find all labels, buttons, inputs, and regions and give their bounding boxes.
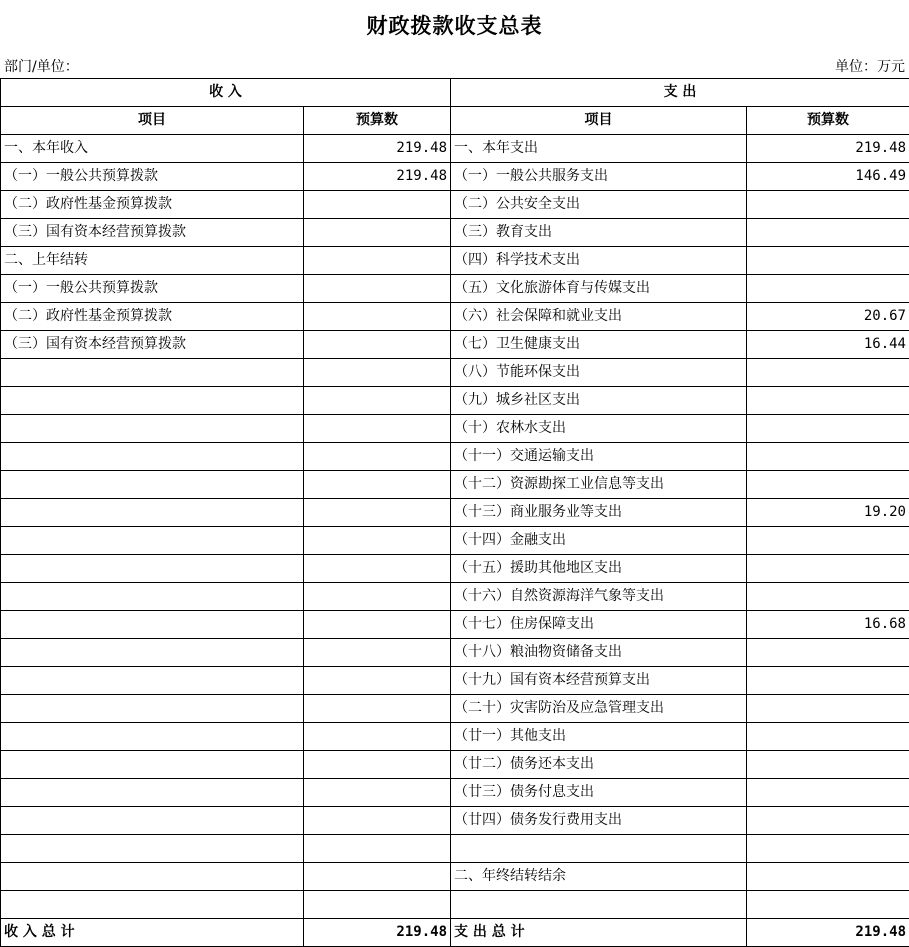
- income-value-cell: [304, 639, 451, 667]
- income-value-cell: [304, 359, 451, 387]
- table-row: [1, 415, 909, 443]
- expense-value-cell: [747, 863, 909, 891]
- expense-item-cell: （十八）粮油物资储备支出: [451, 639, 747, 667]
- group-header-row: [1, 79, 909, 107]
- table-row: [1, 779, 909, 807]
- expense-value-cell: 16.44: [747, 331, 909, 359]
- table-row: [1, 611, 909, 639]
- income-value-cell: [304, 331, 451, 359]
- expense-value-cell: [747, 527, 909, 555]
- expense-budget-header: 预算数: [747, 107, 909, 135]
- expense-item-cell: （十二）资源勘探工业信息等支出: [451, 471, 747, 499]
- expense-total-value: 219.48: [747, 919, 909, 947]
- income-item-cell: （三）国有资本经营预算拨款: [1, 219, 304, 247]
- income-value-cell: 219.48: [304, 163, 451, 191]
- expense-item-cell: （十六）自然资源海洋气象等支出: [451, 583, 747, 611]
- expense-item-cell: （七）卫生健康支出: [451, 331, 747, 359]
- income-value-cell: [304, 723, 451, 751]
- table-body: [1, 135, 909, 919]
- expense-item-cell: （十四）金融支出: [451, 527, 747, 555]
- expense-value-cell: [747, 835, 909, 863]
- income-value-cell: [304, 219, 451, 247]
- income-value-cell: [304, 191, 451, 219]
- income-item-cell: [1, 555, 304, 583]
- income-item-cell: [1, 779, 304, 807]
- expense-value-cell: [747, 415, 909, 443]
- income-total-value: 219.48: [304, 919, 451, 947]
- income-budget-header: 预算数: [304, 107, 451, 135]
- income-value-cell: [304, 275, 451, 303]
- expense-item-cell: （二）公共安全支出: [451, 191, 747, 219]
- income-item-cell: [1, 807, 304, 835]
- expense-value-cell: [747, 891, 909, 919]
- expense-value-cell: [747, 695, 909, 723]
- table-row: [1, 219, 909, 247]
- unit-label: 单位：万元: [835, 59, 905, 75]
- expense-item-cell: （十九）国有资本经营预算支出: [451, 667, 747, 695]
- table-row: [1, 331, 909, 359]
- income-item-cell: （二）政府性基金预算拨款: [1, 191, 304, 219]
- expense-value-cell: [747, 723, 909, 751]
- income-item-cell: （二）政府性基金预算拨款: [1, 303, 304, 331]
- table-row: [1, 527, 909, 555]
- income-value-cell: [304, 303, 451, 331]
- expense-item-cell: 二、年终结转结余: [451, 863, 747, 891]
- table-row: [1, 303, 909, 331]
- table-row: [1, 135, 909, 163]
- income-value-cell: [304, 695, 451, 723]
- expense-item-cell: （十七）住房保障支出: [451, 611, 747, 639]
- expense-item-cell: （廿二）债务还本支出: [451, 751, 747, 779]
- income-item-cell: [1, 499, 304, 527]
- expense-value-cell: [747, 443, 909, 471]
- expense-value-cell: [747, 219, 909, 247]
- table-row: [1, 723, 909, 751]
- expense-item-cell: （廿三）债务付息支出: [451, 779, 747, 807]
- income-item-cell: [1, 359, 304, 387]
- table-row: [1, 667, 909, 695]
- expense-value-cell: [747, 247, 909, 275]
- income-item-cell: [1, 415, 304, 443]
- income-value-cell: [304, 835, 451, 863]
- expense-item-cell: （四）科学技术支出: [451, 247, 747, 275]
- expense-value-cell: [747, 667, 909, 695]
- income-value-cell: [304, 387, 451, 415]
- table-row: [1, 275, 909, 303]
- expense-item-header: 项目: [451, 107, 747, 135]
- expense-value-cell: 19.20: [747, 499, 909, 527]
- expense-value-cell: 219.48: [747, 135, 909, 163]
- income-total-label: 收 入 总 计: [1, 919, 304, 947]
- expense-value-cell: [747, 555, 909, 583]
- expense-item-cell: （二十）灾害防治及应急管理支出: [451, 695, 747, 723]
- expense-value-cell: [747, 387, 909, 415]
- income-value-cell: [304, 527, 451, 555]
- income-value-cell: [304, 807, 451, 835]
- table-row: [1, 443, 909, 471]
- expense-item-cell: （十三）商业服务业等支出: [451, 499, 747, 527]
- income-item-cell: [1, 639, 304, 667]
- expense-item-cell: （十一）交通运输支出: [451, 443, 747, 471]
- expense-total-label: 支 出 总 计: [451, 919, 747, 947]
- income-item-cell: [1, 723, 304, 751]
- expense-item-cell: （十五）援助其他地区支出: [451, 555, 747, 583]
- table-row: [1, 163, 909, 191]
- income-item-cell: [1, 835, 304, 863]
- table-row: [1, 555, 909, 583]
- totals-row: [1, 919, 909, 947]
- expense-value-cell: [747, 359, 909, 387]
- expense-item-cell: （六）社会保障和就业支出: [451, 303, 747, 331]
- income-item-header: 项目: [1, 107, 304, 135]
- income-group-header: 收 入: [1, 79, 451, 107]
- income-item-cell: （一）一般公共预算拨款: [1, 163, 304, 191]
- table-row: [1, 471, 909, 499]
- income-item-cell: （一）一般公共预算拨款: [1, 275, 304, 303]
- expense-item-cell: （八）节能环保支出: [451, 359, 747, 387]
- table-row: [1, 639, 909, 667]
- table-row: [1, 499, 909, 527]
- income-item-cell: [1, 667, 304, 695]
- income-item-cell: （三）国有资本经营预算拨款: [1, 331, 304, 359]
- table-row: [1, 247, 909, 275]
- expense-value-cell: 20.67: [747, 303, 909, 331]
- income-item-cell: [1, 471, 304, 499]
- page-title: 财政拨款收支总表: [366, 14, 543, 38]
- table-row: [1, 387, 909, 415]
- expense-item-cell: （廿四）债务发行费用支出: [451, 807, 747, 835]
- expense-value-cell: [747, 191, 909, 219]
- table-row: [1, 695, 909, 723]
- expense-value-cell: [747, 275, 909, 303]
- income-item-cell: [1, 695, 304, 723]
- expense-value-cell: [747, 807, 909, 835]
- income-item-cell: [1, 891, 304, 919]
- income-value-cell: [304, 555, 451, 583]
- table-row: [1, 359, 909, 387]
- table-row: [1, 751, 909, 779]
- expense-value-cell: [747, 583, 909, 611]
- expense-value-cell: 16.68: [747, 611, 909, 639]
- table-row: [1, 835, 909, 863]
- expense-item-cell: [451, 835, 747, 863]
- department-label: 部门/单位：: [4, 59, 79, 75]
- expense-value-cell: 146.49: [747, 163, 909, 191]
- income-value-cell: [304, 751, 451, 779]
- budget-table: [0, 78, 909, 947]
- income-value-cell: [304, 443, 451, 471]
- expense-item-cell: （三）教育支出: [451, 219, 747, 247]
- expense-item-cell: （九）城乡社区支出: [451, 387, 747, 415]
- income-item-cell: [1, 611, 304, 639]
- income-value-cell: [304, 415, 451, 443]
- income-item-cell: [1, 863, 304, 891]
- income-value-cell: [304, 863, 451, 891]
- expense-item-cell: （五）文化旅游体育与传媒支出: [451, 275, 747, 303]
- expense-value-cell: [747, 639, 909, 667]
- income-item-cell: [1, 583, 304, 611]
- expense-value-cell: [747, 779, 909, 807]
- income-value-cell: [304, 667, 451, 695]
- table-row: [1, 863, 909, 891]
- expense-value-cell: [747, 471, 909, 499]
- income-item-cell: [1, 443, 304, 471]
- income-value-cell: [304, 611, 451, 639]
- income-value-cell: [304, 471, 451, 499]
- expense-item-cell: （廿一）其他支出: [451, 723, 747, 751]
- table-row: [1, 807, 909, 835]
- income-value-cell: 219.48: [304, 135, 451, 163]
- income-value-cell: [304, 583, 451, 611]
- income-item-cell: 二、上年结转: [1, 247, 304, 275]
- income-item-cell: 一、本年收入: [1, 135, 304, 163]
- column-header-row: [1, 107, 909, 135]
- income-item-cell: [1, 387, 304, 415]
- table-row: [1, 891, 909, 919]
- expense-item-cell: （十）农林水支出: [451, 415, 747, 443]
- income-value-cell: [304, 499, 451, 527]
- income-value-cell: [304, 779, 451, 807]
- expense-item-cell: （一）一般公共服务支出: [451, 163, 747, 191]
- expense-value-cell: [747, 751, 909, 779]
- expense-item-cell: [451, 891, 747, 919]
- table-row: [1, 583, 909, 611]
- table-row: [1, 191, 909, 219]
- expense-item-cell: 一、本年支出: [451, 135, 747, 163]
- income-item-cell: [1, 527, 304, 555]
- income-value-cell: [304, 891, 451, 919]
- income-value-cell: [304, 247, 451, 275]
- income-item-cell: [1, 751, 304, 779]
- expense-group-header: 支 出: [451, 79, 909, 107]
